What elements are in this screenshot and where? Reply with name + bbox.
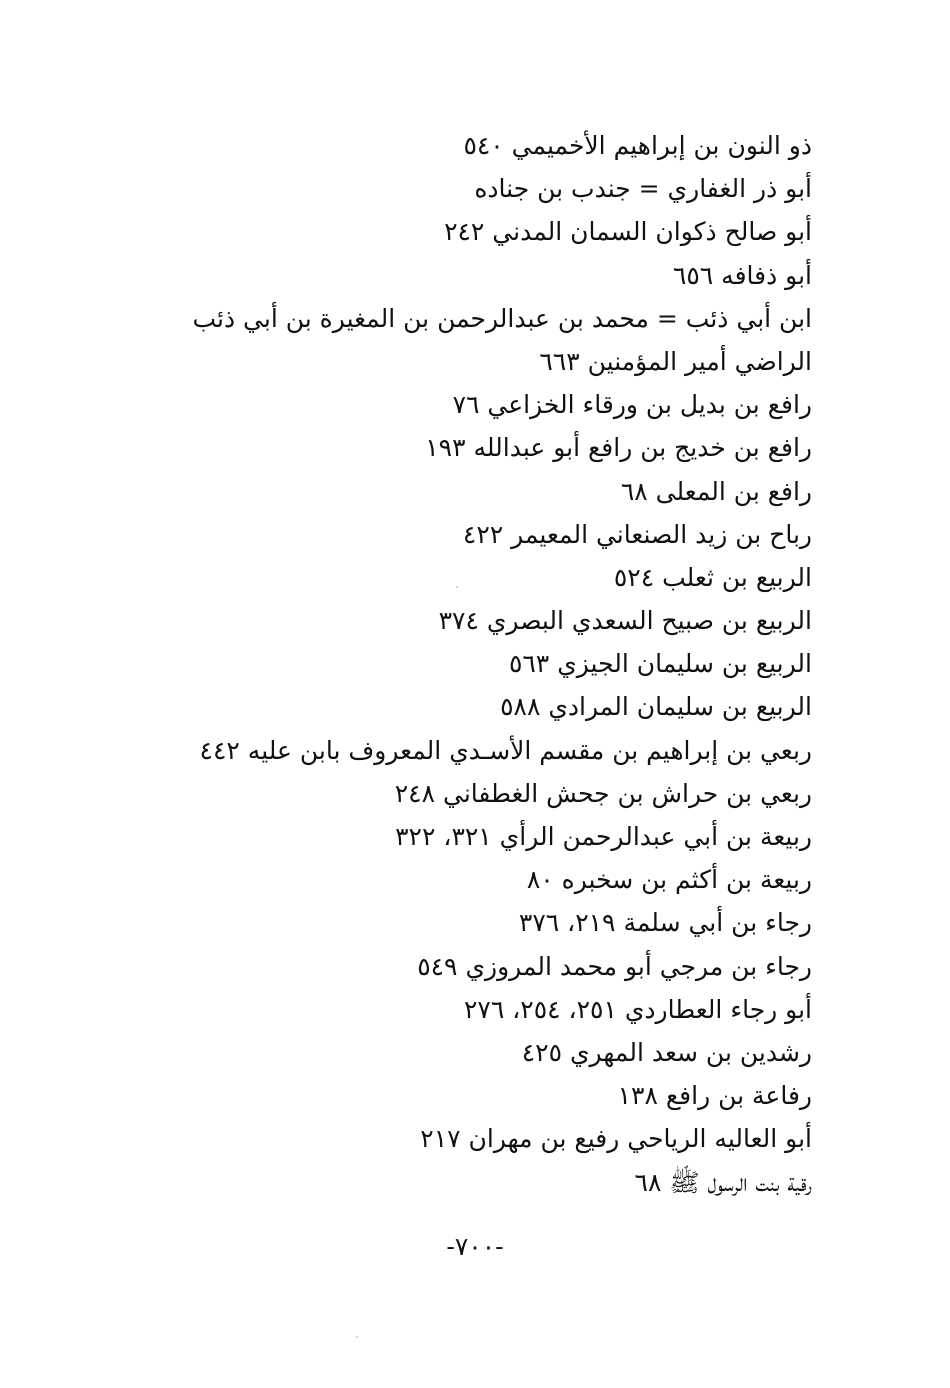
index-entry: ابن أبي ذئب = محمد بن عبدالرحمن بن المغيرة بن أبي ذئب bbox=[192, 303, 812, 333]
index-entry: رباح بن زيد الصنعاني المعيمر ٤٢٢ bbox=[462, 519, 812, 549]
scan-speck bbox=[456, 586, 458, 588]
index-entry: الربيع بن سليمان الجيزي ٥٦٣ bbox=[508, 649, 812, 679]
index-entry: أبو صالح ذكوان السمان المدني ٢٤٢ bbox=[444, 217, 812, 247]
index-entry: ربعي بن إبراهيم بن مقسم الأسـدي المعروف بابن عليه ٤٤٢ bbox=[199, 735, 812, 765]
index-entry: أبو ذفافه ٦٥٦ bbox=[672, 260, 812, 290]
index-entry: ربعي بن حراش بن جحش الغطفاني ٢٤٨ bbox=[394, 778, 812, 808]
index-entry: رافع بن خديج بن رافع أبو عبدالله ١٩٣ bbox=[425, 433, 812, 463]
index-entry: رجاء بن مرجي أبو محمد المروزي ٥٤٩ bbox=[417, 951, 812, 981]
index-entry: رافع بن المعلى ٦٨ bbox=[620, 476, 812, 506]
index-entry: الربيع بن صبيح السعدي البصري ٣٧٤ bbox=[438, 606, 812, 636]
index-entry: رجاء بن أبي سلمة ٢١٩، ٣٧٦ bbox=[518, 908, 812, 938]
index-entry: ربيعة بن أكثم بن سخبره ٨٠ bbox=[526, 865, 812, 895]
name-index-list bbox=[192, 124, 812, 1204]
index-entry: رافع بن بديل بن ورقاء الخزاعي ٧٦ bbox=[452, 390, 812, 420]
index-entry: أبو العاليه الرياحي رفيع بن مهران ٢١٧ bbox=[420, 1124, 812, 1154]
index-entry: الربيع بن سليمان المرادي ٥٨٨ bbox=[500, 692, 812, 722]
index-entry: الربيع بن ثعلب ٥٢٤ bbox=[613, 562, 812, 592]
index-entry: أبو رجاء العطاردي ٢٥١، ٢٥٤، ٢٧٦ bbox=[463, 994, 812, 1024]
index-entry: ذو النون بن إبراهيم الأخميمي ٥٤٠ bbox=[463, 131, 812, 160]
index-entry: رقية بنت الرسول ﷺ ٦٨ bbox=[634, 1167, 812, 1197]
index-entry: رشدين بن سعد المهري ٤٢٥ bbox=[521, 1037, 812, 1067]
page-number: -٧٠٠- bbox=[446, 1232, 504, 1261]
index-entry: رفاعة بن رافع ١٣٨ bbox=[617, 1081, 812, 1111]
index-entry: ربيعة بن أبي عبدالرحمن الرأي ٣٢١، ٣٢٢ bbox=[395, 822, 812, 851]
index-entry: أبو ذر الغفاري = جندب بن جناده bbox=[474, 174, 812, 204]
index-entry: الراضي أمير المؤمنين ٦٦٣ bbox=[539, 346, 812, 376]
scan-speck bbox=[356, 1336, 358, 1338]
